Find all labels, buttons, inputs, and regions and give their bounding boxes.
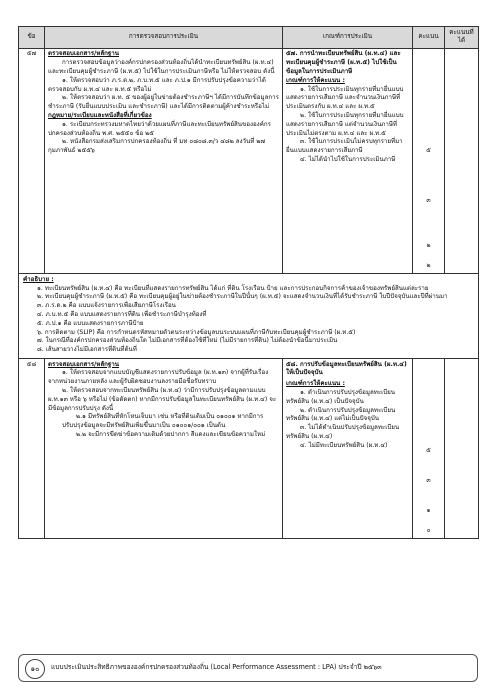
note-line: ๔. ภ.บ.ท.๕ คือ แบบแสดงรายการที่ดิน เพื่อชำระภาษีบำรุงท้องที่: [37, 311, 207, 319]
table-row: [19, 359, 479, 539]
page-number: ๑๐: [25, 659, 45, 679]
criteria-cell: [283, 359, 413, 539]
criteria-title: ๕๘. การปรับข้อมูลทะเบียนทรัพย์สิน (ผ.ท.๔) ให้เป็นปัจจุบัน: [286, 360, 407, 377]
note-line: ๕. ภ.ป.๑ คือ แบบแสดงรายการภาษีป้าย: [37, 319, 144, 327]
note-line: ๗. ในกรณีที่องค์กรปกครองส่วนท้องถิ่นใด ไม่มีเอกสารที่ต้องใช้ที่ใหม่ (ไม่มีรายการที่ดิน) ไม่ต้องนำข้อนี้มาประเมิน: [37, 337, 338, 345]
header-no: ข้อ: [19, 27, 45, 49]
criteria-item: ๔. ไม่ได้นำไปใช้ในการประเมินภาษี: [300, 155, 396, 163]
footer-text: แบบประเมินประสิทธิภาพขององค์กรปกครองส่วนท้องถิ่น (Local Performance Assessment : LPA) ประจำปี ๒๕๖๓: [51, 663, 382, 671]
score-value: ๓: [426, 196, 431, 204]
criteria-item: ๒. ใช้ในการประเมินทุกรายที่มายื่นแบบแสดงรายการเสียภาษี แต่จำนวนเงินภาษีที่ประเมินไม่ตรงตาม ผ.ท.๔ และ ผ.ท.๕: [286, 111, 404, 137]
law-item: ๑. ระเบียบกระทรวงมหาดไทยว่าด้วยแผนที่ภาษีและทะเบียนทรัพย์สินขององค์กรปกครองส่วนท้องถิ่น พ.ศ. ๒๕๕๐ ข้อ ๒๕: [48, 120, 271, 137]
note-line: ๓. ภ.ร.ด.๒ คือ แบบแจ้งรายการเพื่อเสียภาษีโรงเรือน: [37, 302, 176, 310]
check-substep: ๒.๒ จะมีการขีดฆ่าข้อความเดิมด้วยปากกา สีแดงและเขียนข้อความใหม่: [76, 430, 266, 438]
criteria-item: ๑. ดำเนินการปรับปรุงข้อมูลทะเบียนทรัพย์สิน (ผ.ท.๔) เป็นปัจจุบัน: [286, 388, 396, 405]
notes-cell: [19, 273, 479, 358]
score-cell: [413, 48, 445, 273]
score-value: ๑: [426, 507, 431, 515]
note-line: ๘. เส้นสายวางไม่มีเอกสารที่ดินที่ต้นที่: [37, 346, 137, 354]
score-value: ๓: [426, 477, 431, 485]
check-step: ๒. ให้ตรวจสอบว่า ผ.ท. ๕ ของผู้อยู่ในข่ายต้องชำระภาษีฯ ได้มีการบันทึกข้อมูลการชำระภาษี (รับยื่นแบบประเมิน และชำระภาษี) และได้มีการติดตามผู้ค้างชำระหรือไม่: [48, 94, 279, 111]
notes-row: [19, 273, 479, 358]
law-title: กฎหมาย/ระเบียบและหนังสือที่เกี่ยวข้อง: [48, 111, 152, 119]
criteria-cell: [283, 48, 413, 273]
criteria-item: ๒. ดำเนินการปรับปรุงข้อมูลทะเบียนทรัพย์สิน (ผ.ท.๔) แต่ไม่เป็นปัจจุบัน: [286, 406, 396, 423]
item-number: ๕๗: [19, 48, 45, 273]
page-footer: [18, 654, 478, 682]
check-cell: [45, 48, 283, 273]
obtained-cell: [445, 359, 479, 539]
header-obtained: คะแนนที่ได้: [445, 27, 479, 49]
check-cell: [45, 359, 283, 539]
score-value: ๒: [426, 241, 431, 249]
notes-title: คำอธิบาย :: [23, 275, 54, 283]
criteria-item: ๓. ใช้ในการประเมินไม่ครบทุกรายที่มายื่นแบบแสดงรายการเสียภาษี: [286, 138, 403, 155]
header-criteria: เกณฑ์การประเมิน: [283, 27, 413, 49]
check-intro: การตรวจสอบข้อมูลว่าองค์กรปกครองส่วนท้องถิ่นได้นำทะเบียนทรัพย์สิน (ผ.ท.๔) และทะเบียนคุมผู้ชำระภาษี (ผ.ท.๕) ไปใช้ในการประเมินภาษีหรือ ไม่ให้ตรวจสอบ ดังนี้: [48, 59, 275, 75]
check-step: ๑. ให้ตรวจสอบว่า ภ.ร.ด.๒, ภ.บ.ท.๕ และ ภ.ป.๑ มีการปรับปรุงข้อความว่าได้ตรวจสอบกับ ผ.ท.๔ และ ผ.ท.๕ หรือไม่: [48, 76, 266, 93]
criteria-title: ๕๗. การนำทะเบียนทรัพย์สิน (ผ.ท.๔) และทะเบียนคุมผู้ชำระภาษี (ผ.ท.๕) ไปใช้เป็นข้อมูลในการประเมินภาษี: [286, 50, 401, 75]
score-cell: [413, 359, 445, 539]
law-item: ๒. หนังสือกรมส่งเสริมการปกครองท้องถิ่น ที่ มท ๐๘๐๘.๓/ว ๔๘๒ ลงวันที่ ๒๗ กุมภาพันธ์ ๒๕๕๖: [48, 138, 266, 155]
score-value: ๒: [426, 261, 431, 269]
check-title: ตรวจสอบเอกสาร/หลักฐาน: [48, 50, 120, 58]
note-line: ๑. ทะเบียนทรัพย์สิน (ผ.ท.๔) คือ ทะเบียนที่แสดงรายการทรัพย์สิน ได้แก่ ที่ดิน โรงเรือน ป้าย และการประกอบกิจการค้าของเจ้าของทรัพย์สินแต่ละราย: [37, 284, 429, 292]
header-score: คะแนน: [413, 27, 445, 49]
criteria-subtitle: เกณฑ์การให้คะแนน :: [286, 380, 345, 388]
header-check: การตรวจสอบการประเมิน: [45, 27, 283, 49]
score-value: ๕: [426, 146, 431, 154]
assessment-page: [18, 26, 478, 539]
obtained-cell: [445, 48, 479, 273]
item-number: ๕๘: [19, 359, 45, 539]
check-step: ๒. ให้ตรวจสอบจากทะเบียนทรัพย์สิน (ผ.ท.๔) ว่ามีการปรับปรุงข้อมูลตามแบบ ผ.ท.๑๓ หรือ ๖ หรือไม่ (ข้อตัดตก) หากมีการปรับข้อมูลในทะเบียนทรัพย์สิน (ผ.ท.๔) จะมีข้อมูลการปรับปรุง ดังนี้: [48, 386, 277, 412]
criteria-item: ๓. ไม่ได้ดำเนินปรับปรุงข้อมูลทะเบียนทรัพย์สิน (ผ.ท.๔): [286, 424, 400, 440]
check-step: ๑. ให้ตรวจสอบจากแบบบัญชีแสดงรายการปรับข้อมูล (ผ.ท.๑๓) จากผู้ที่รับเรื่องจากหน่วยงานภายหลัง และผู้รับผิดชอบงานลงรายมือชื่อรับทราบ: [48, 369, 269, 386]
criteria-subtitle: เกณฑ์การให้คะแนน :: [286, 76, 345, 84]
table-row: [19, 48, 479, 273]
score-value: ๕: [426, 447, 431, 455]
table-header-row: [19, 27, 479, 49]
note-line: ๒. ทะเบียนคุมผู้ชำระภาษี (ผ.ท.๕) คือ ทะเบียนคุมผู้อยู่ในข่ายต้องชำระภาษีในปีนั้นๆ (ผ.ท.๕) จะแสดงจำนวนเงินที่ได้รับชำระภาษี ใบปีปัจจุบันและปีที่ผ่านมา: [37, 293, 448, 301]
check-title: ตรวจสอบเอกสาร/หลักฐาน: [48, 360, 120, 368]
criteria-item: ๑. ใช้ในการประเมินทุกรายที่มายื่นแบบแสดงรายการเสียภาษี และจำนวนเงินภาษีที่ประเมินตรงกับ ผ.ท.๔ และ ผ.ท.๕: [286, 85, 404, 111]
criteria-item: ๔. ไม่มีทะเบียนทรัพย์สิน (ผ.ท.๔): [300, 441, 388, 449]
note-line: ๖. การติดตาม (SLIP) คือ การกำหนดรหัสหมายตัวตนระหว่างข้อมูลบนระบบแผนที่ภาษีกับทะเบียนคุมผู้ชำระภาษี (ผ.ท.๕): [37, 328, 356, 336]
score-value: ๐: [426, 527, 431, 535]
check-substep: ๒.๑ มีทรัพย์สินที่หักโหนเจ็บมา เช่น หรือที่ดินเดิมเป็น ๐๑๐๐๑ หากมีการปรับปรุงข้อมูลจะมีทรัพย์สินเพิ่มขึ้นมาเป็น ๐๑๐๐๑/๐๐๑ เป็นต้น: [62, 413, 264, 430]
assessment-table: [18, 26, 479, 539]
